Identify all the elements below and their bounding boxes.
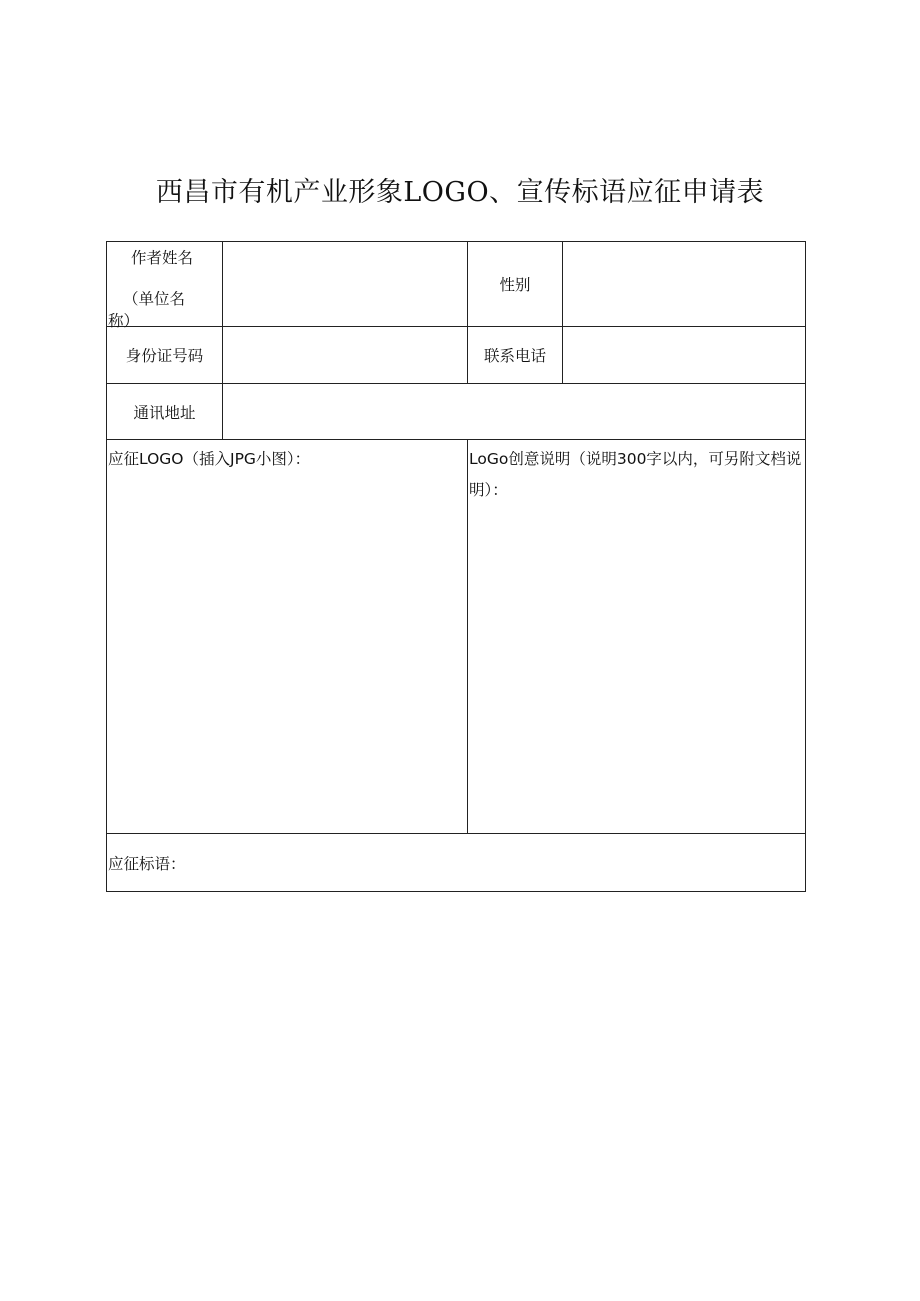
logo-upload-label: 应征LOGO（插入JPG小图）： <box>108 450 311 468</box>
gender-field[interactable] <box>563 242 806 327</box>
application-form-table <box>106 241 806 892</box>
phone-field[interactable] <box>563 327 806 384</box>
author-name-label-cell <box>107 242 223 330</box>
slogan-field[interactable] <box>107 834 806 892</box>
id-number-field[interactable] <box>223 327 468 384</box>
address-label: 通讯地址 <box>107 384 223 440</box>
author-name-field[interactable] <box>223 242 468 327</box>
document-title: 西昌市有机产业形象LOGO、宣传标语应征申请表 <box>155 177 765 208</box>
logo-upload-area[interactable] <box>107 440 468 834</box>
unit-name-label: （单位名 <box>123 290 186 308</box>
slogan-label: 应征标语： <box>108 854 186 873</box>
address-field[interactable] <box>223 384 806 440</box>
logo-description-area[interactable] <box>468 440 806 834</box>
phone-label: 联系电话 <box>468 327 563 384</box>
author-name-label: 作者姓名 <box>131 249 194 267</box>
logo-description-label: LoGo创意说明（说明300字以内，可另附文档说明）： <box>469 450 802 499</box>
unit-name-label-cont: 称） <box>108 312 140 330</box>
id-number-label: 身份证号码 <box>107 327 223 384</box>
gender-label: 性别 <box>468 242 563 327</box>
